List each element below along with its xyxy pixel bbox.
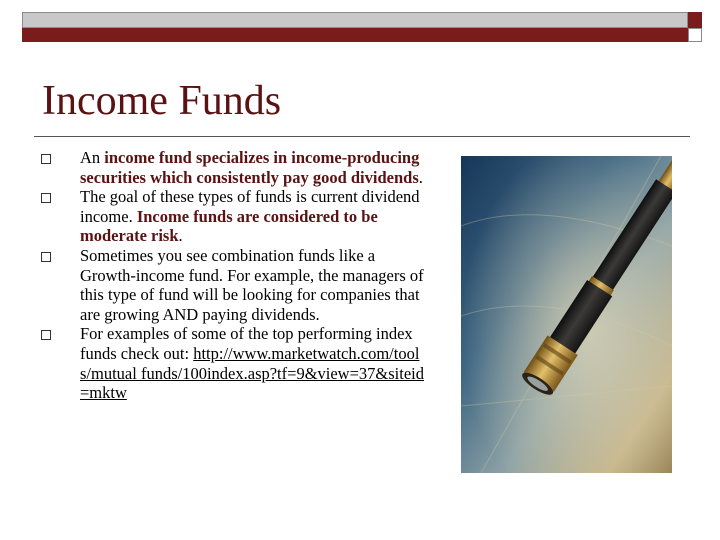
- bullet-item: [36, 148, 428, 187]
- bullet-text: For examples of some of the top performing index funds check out:: [80, 324, 413, 363]
- square-bullet-icon: [41, 330, 51, 340]
- bullet-text: The goal of these types of funds is current dividend income.: [80, 187, 420, 226]
- bullet-text-emphasis: Income funds are considered to be moderate risk: [80, 206, 378, 246]
- square-bullet-icon: [41, 193, 51, 203]
- bullet-text: An: [80, 148, 105, 167]
- square-bullet-icon: [41, 252, 51, 262]
- bullet-text: Sometimes you see combination funds like a Growth-income fund. For example, the managers of this type of fund will be looking for companies that are growing AND paying dividends.: [80, 245, 424, 324]
- bullet-item: [36, 324, 428, 402]
- bullet-text: .: [418, 167, 423, 187]
- top-bar-red: [22, 28, 688, 42]
- title-divider: [34, 136, 690, 137]
- telescope-photo: [461, 156, 672, 473]
- slide-title: Income Funds: [42, 78, 282, 124]
- bullet-item: [36, 246, 428, 324]
- marketwatch-link[interactable]: http://www.marketwatch.com/tools/mutual funds/100index.asp?tf=9&view=37&siteid =mktw: [80, 343, 424, 403]
- bullet-text: .: [178, 226, 183, 246]
- top-bar-gray: [22, 12, 688, 28]
- bullet-text-emphasis: income fund specializes in income-producing securities which consistently pay good dividends: [80, 148, 420, 187]
- bullet-item: [36, 187, 428, 246]
- square-bullet-icon: [41, 154, 51, 164]
- top-corner-white: [688, 28, 702, 42]
- bullet-list: [36, 148, 428, 403]
- top-corner-red: [688, 12, 702, 28]
